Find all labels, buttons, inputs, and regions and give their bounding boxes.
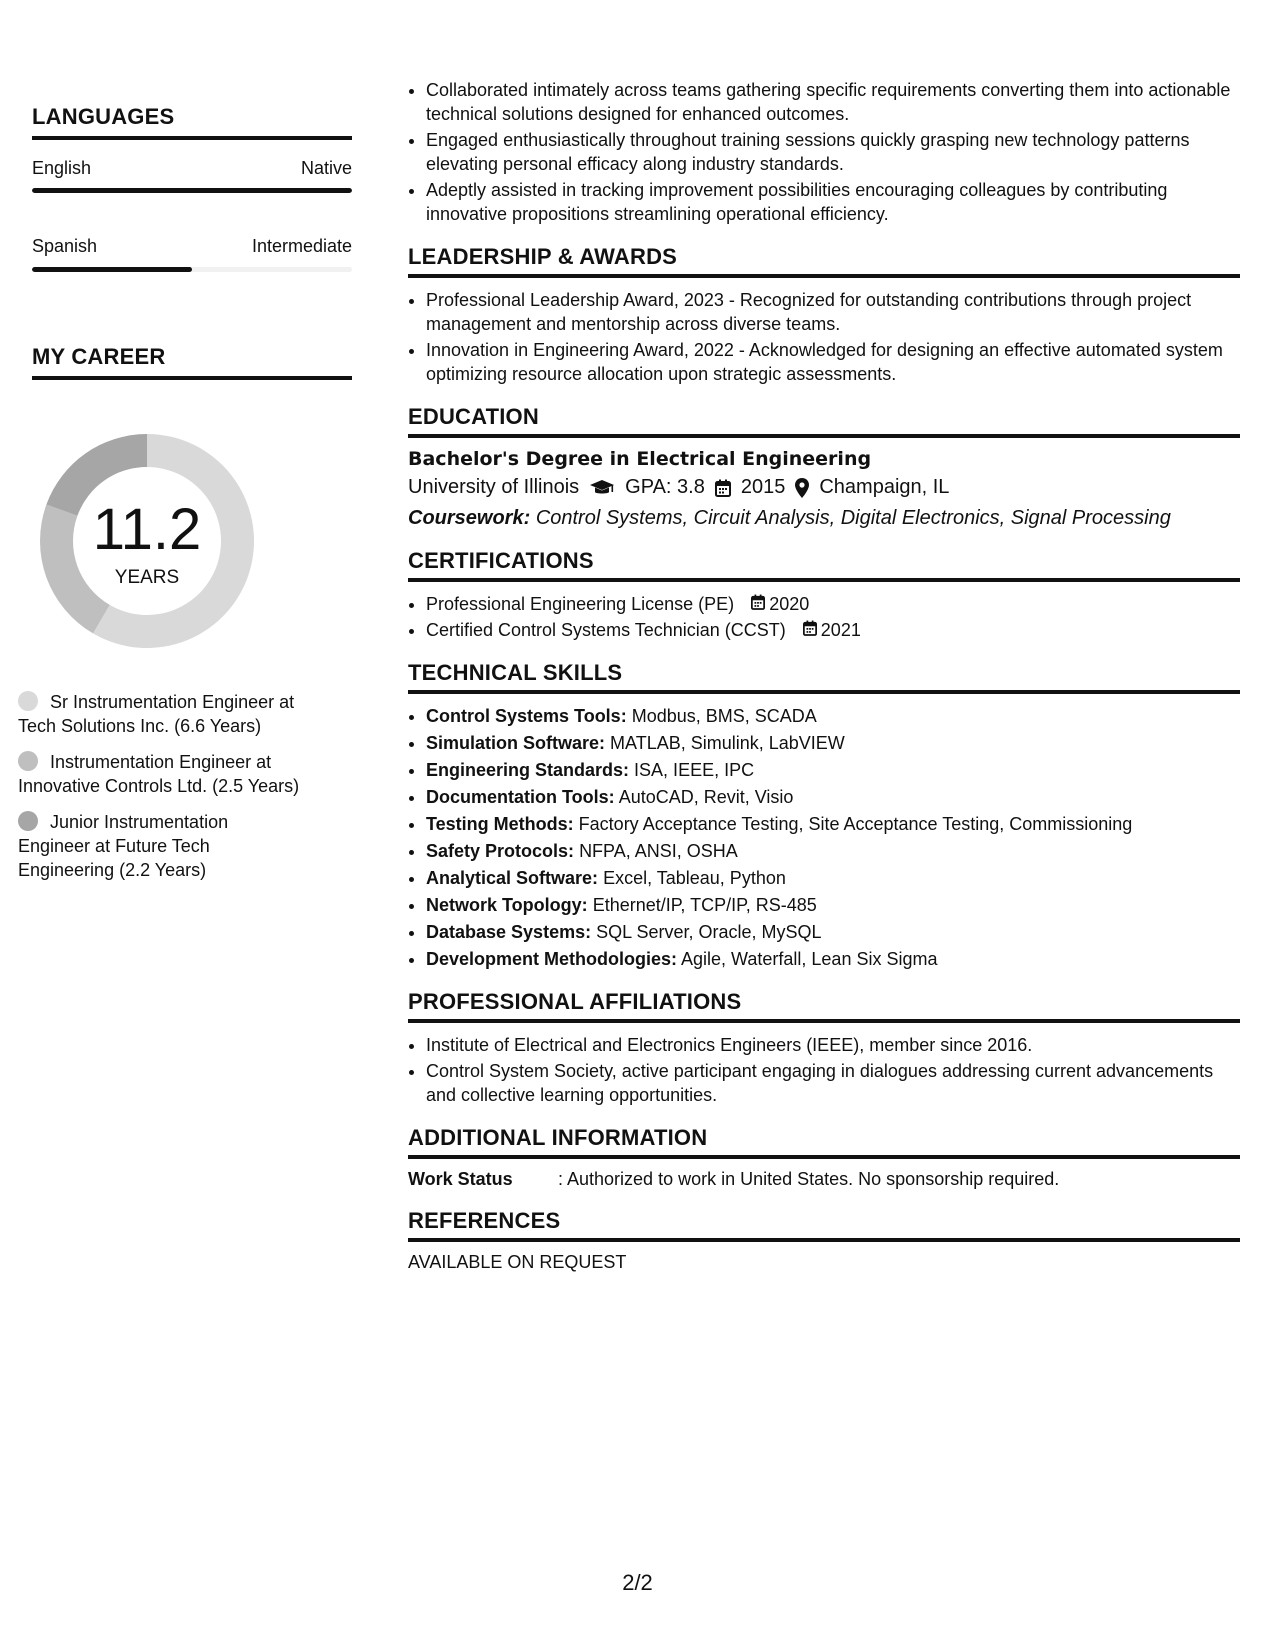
career-heading: MY CAREER — [32, 344, 352, 380]
education-gpa: GPA: 3.8 — [625, 476, 705, 498]
language-row-english — [32, 158, 352, 179]
certification-date — [803, 618, 861, 642]
list-item — [426, 839, 1240, 863]
skill-label: Development Methodologies: — [426, 949, 678, 969]
list-item: • Collaborated intimately across teams gathering specific requirements converting them into actionable technical solutions designed for enhanced outcomes. — [426, 78, 1240, 126]
certification-year: 2021 — [820, 620, 861, 640]
skill-label: Network Topology: — [426, 895, 588, 915]
skills-list — [408, 704, 1240, 971]
skill-label: Safety Protocols: — [426, 841, 575, 861]
list-item: • Innovation in Engineering Award, 2022 - Acknowledged for designing an effective automated system optimizing resource allocation upon strategic assessments. — [426, 338, 1240, 386]
legend-dot-icon — [18, 811, 38, 831]
references-text: AVAILABLE ON REQUEST — [408, 1252, 627, 1272]
education-meta — [408, 476, 1240, 499]
career-total-value: 11.2 — [92, 497, 202, 562]
career-role — [18, 810, 300, 882]
list-item: • Adeptly assisted in tracking improvement possibilities encouraging colleagues by contributing innovative propositions streamlining operational efficiency. — [426, 178, 1240, 226]
career-role-label: Junior Instrumentation Engineer at Future Tech Engineering (2.2 Years) — [18, 812, 229, 880]
language-level: Native — [300, 158, 352, 178]
language-bar-fill — [32, 267, 192, 272]
career-total-unit: YEARS — [114, 567, 180, 588]
skill-value: NFPA, ANSI, OSHA — [579, 841, 738, 861]
work-status-value: : Authorized to work in United States. No sponsorship required. — [558, 1169, 1060, 1189]
career-legend — [18, 690, 300, 894]
list-item: • Engaged enthusiastically throughout training sessions quickly grasping new technology patterns elevating personal efficacy along industry standards. — [426, 128, 1240, 176]
language-name: English — [32, 158, 92, 178]
career-role — [18, 750, 300, 798]
list-item: • Control System Society, active participant engaging in dialogues addressing current advancements and collective learning opportunities. — [426, 1059, 1240, 1107]
career-total — [34, 428, 260, 654]
list-item — [426, 866, 1240, 890]
education-heading: EDUCATION — [408, 404, 1240, 438]
list-item: • Institute of Electrical and Electronics Engineers (IEEE), member since 2016. — [426, 1033, 1240, 1057]
list-item: • Professional Leadership Award, 2023 - Recognized for outstanding contributions through project management and mentorship across diverse teams. — [426, 288, 1240, 336]
calendar-icon — [715, 479, 731, 497]
work-status-row — [408, 1169, 1240, 1190]
certification-date — [751, 592, 809, 616]
list-item — [426, 920, 1240, 944]
graduation-cap-icon — [589, 479, 615, 497]
skill-value: Agile, Waterfall, Lean Six Sigma — [681, 949, 938, 969]
education-school: University of Illinois — [408, 476, 580, 498]
skill-value: Factory Acceptance Testing, Site Acceptance Testing, Commissioning — [578, 814, 1133, 834]
list-item — [426, 731, 1240, 755]
language-name: Spanish — [32, 236, 98, 256]
list-item — [426, 812, 1240, 836]
skill-label: Analytical Software: — [426, 868, 599, 888]
certifications-list — [408, 592, 1240, 642]
skills-heading: TECHNICAL SKILLS — [408, 660, 1240, 694]
languages-heading: LANGUAGES — [32, 104, 352, 140]
main-content — [408, 78, 1240, 1273]
experience-bullets — [408, 78, 1240, 226]
list-item — [426, 893, 1240, 917]
legend-dot-icon — [18, 751, 38, 771]
coursework-value: Control Systems, Circuit Analysis, Digital Electronics, Signal Processing — [535, 507, 1171, 529]
work-status-label: Work Status — [408, 1169, 513, 1189]
skill-label: Engineering Standards: — [426, 760, 630, 780]
list-item — [426, 618, 1240, 642]
skill-label: Simulation Software: — [426, 733, 606, 753]
certifications-heading: CERTIFICATIONS — [408, 548, 1240, 582]
career-donut-chart — [34, 428, 260, 654]
education-degree: Bachelor's Degree in Electrical Engineering — [408, 448, 872, 470]
calendar-icon — [751, 592, 765, 616]
legend-dot-icon — [18, 691, 38, 711]
affiliations-heading: PROFESSIONAL AFFILIATIONS — [408, 989, 1240, 1023]
language-bar-english — [32, 188, 352, 193]
references-heading: REFERENCES — [408, 1208, 1240, 1242]
map-pin-icon — [795, 478, 809, 498]
skill-value: Excel, Tableau, Python — [603, 868, 786, 888]
skill-label: Database Systems: — [426, 922, 592, 942]
education-location: Champaign, IL — [819, 476, 950, 498]
list-item — [426, 758, 1240, 782]
skill-value: Modbus, BMS, SCADA — [631, 706, 817, 726]
skill-value: Ethernet/IP, TCP/IP, RS-485 — [592, 895, 817, 915]
language-bar-spanish — [32, 267, 352, 272]
language-bar-fill — [32, 188, 352, 193]
certification-name: Professional Engineering License (PE) — [426, 594, 735, 614]
career-role-label: Instrumentation Engineer at Innovative Controls Ltd. (2.5 Years) — [18, 752, 300, 796]
list-item — [426, 704, 1240, 728]
language-level: Intermediate — [251, 236, 352, 256]
skill-value: SQL Server, Oracle, MySQL — [596, 922, 822, 942]
affiliations-list — [408, 1033, 1240, 1107]
list-item — [426, 785, 1240, 809]
page-number: 2/2 — [622, 1570, 653, 1595]
career-role — [18, 690, 300, 738]
calendar-icon — [803, 618, 817, 642]
skill-label: Testing Methods: — [426, 814, 574, 834]
awards-list — [408, 288, 1240, 386]
skill-label: Documentation Tools: — [426, 787, 615, 807]
education-year: 2015 — [740, 476, 786, 498]
skill-label: Control Systems Tools: — [426, 706, 627, 726]
list-item — [426, 592, 1240, 616]
coursework-label: Coursework: — [408, 507, 531, 529]
skill-value: MATLAB, Simulink, LabVIEW — [610, 733, 845, 753]
skill-value: ISA, IEEE, IPC — [634, 760, 755, 780]
additional-info-heading: ADDITIONAL INFORMATION — [408, 1125, 1240, 1159]
career-role-label: Sr Instrumentation Engineer at Tech Solutions Inc. (6.6 Years) — [18, 692, 295, 736]
language-row-spanish — [32, 236, 352, 257]
certification-year: 2020 — [769, 594, 810, 614]
education-coursework — [408, 507, 1240, 530]
certification-name: Certified Control Systems Technician (CCST) — [426, 620, 786, 640]
list-item — [426, 947, 1240, 971]
skill-value: AutoCAD, Revit, Visio — [618, 787, 794, 807]
awards-heading: LEADERSHIP & AWARDS — [408, 244, 1240, 278]
